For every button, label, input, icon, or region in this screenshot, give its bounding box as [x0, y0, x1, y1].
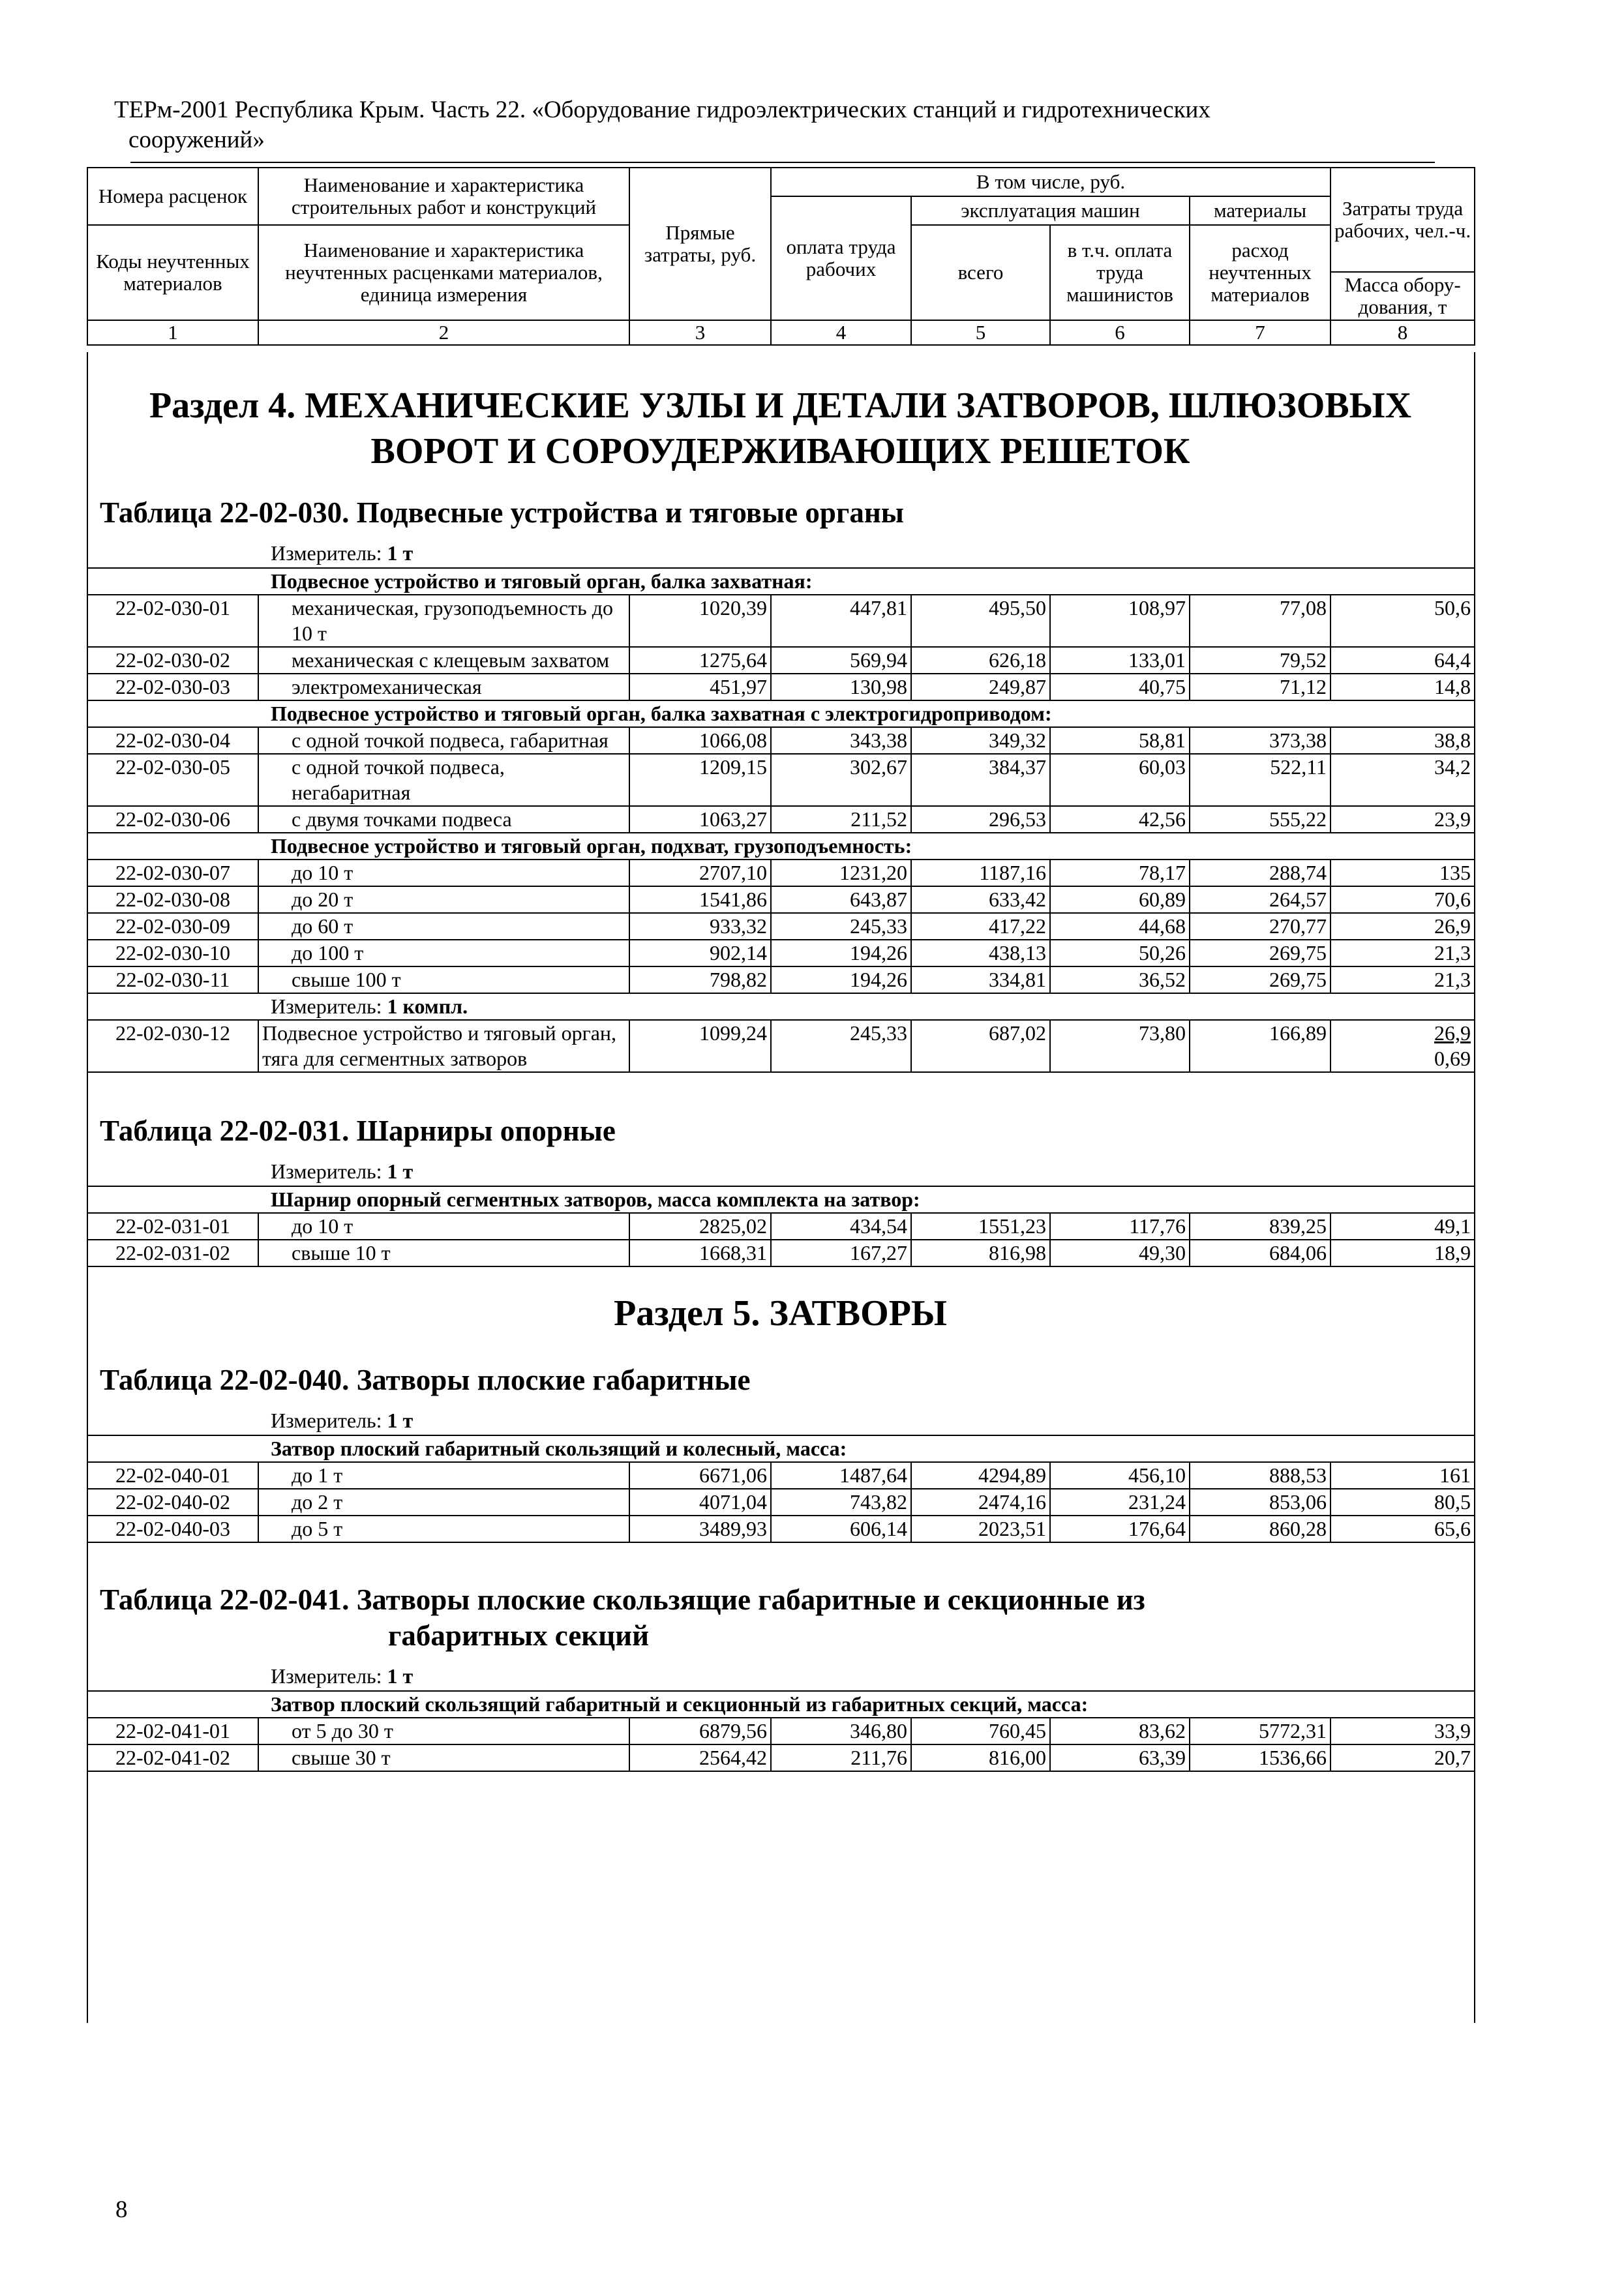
table-row: [87, 1516, 1475, 1542]
materials-cost: 373,38: [1190, 727, 1331, 754]
rate-code: 22-02-030-03: [87, 674, 258, 700]
worker-pay: 211,52: [771, 806, 911, 833]
operator-pay: 133,01: [1050, 647, 1190, 674]
worker-pay: 643,87: [771, 886, 911, 913]
materials-cost: 288,74: [1190, 860, 1331, 886]
operator-pay: 60,89: [1050, 886, 1190, 913]
table-row: [87, 754, 1475, 806]
labor-hours: 50,6: [1331, 595, 1475, 647]
table-row: [87, 647, 1475, 674]
direct-costs: 1275,64: [629, 647, 771, 674]
operator-pay: 44,68: [1050, 913, 1190, 940]
machines-total: 438,13: [911, 940, 1050, 966]
group-heading: Затвор плоский скользящий габаритный и секционный из габаритных секций, масса:: [87, 1691, 1475, 1718]
col-header-worker-pay: оплата труда рабочих: [771, 196, 911, 320]
rate-name: электромеханическая: [258, 674, 629, 700]
header-rule: [130, 162, 1435, 163]
machines-total: 384,37: [911, 754, 1050, 806]
operator-pay: 231,24: [1050, 1489, 1190, 1516]
rate-code: 22-02-030-09: [87, 913, 258, 940]
operator-pay: 58,81: [1050, 727, 1190, 754]
col-header-material-codes: Коды неучтенных материалов: [87, 225, 258, 320]
labor-hours: 70,6: [1331, 886, 1475, 913]
table-041-title-line-1: Таблица 22-02-041. Затворы плоские скользящие габаритные и секционные из: [100, 1583, 1145, 1616]
rate-name: от 5 до 30 т: [258, 1718, 629, 1744]
direct-costs: 3489,93: [629, 1516, 771, 1542]
labor-hours: 49,1: [1331, 1213, 1475, 1240]
col-header-mass: Масса обору-дования, т: [1331, 272, 1475, 320]
table-row: [87, 727, 1475, 754]
worker-pay: 130,98: [771, 674, 911, 700]
group-heading: Подвесное устройство и тяговый орган, подхват, грузоподъемность:: [87, 833, 1475, 860]
col-header-materials: материалы: [1190, 196, 1331, 225]
measure-value: 1 компл.: [387, 995, 468, 1018]
labor-hours: 18,9: [1331, 1240, 1475, 1266]
col-header-direct-costs: Прямые затраты, руб.: [629, 168, 771, 320]
measure-label: Измеритель:: [271, 1409, 387, 1432]
labor-hours: 26,9: [1434, 1021, 1471, 1045]
rate-code: 22-02-041-01: [87, 1718, 258, 1744]
column-header-table: [87, 167, 1475, 346]
worker-pay: 211,76: [771, 1744, 911, 1771]
table-row: [87, 674, 1475, 700]
direct-costs: 1099,24: [629, 1020, 771, 1072]
operator-pay: 78,17: [1050, 860, 1190, 886]
section-5-title: Раздел 5. ЗАТВОРЫ: [614, 1293, 947, 1334]
table-row: [87, 1718, 1475, 1744]
table-row: [87, 940, 1475, 966]
col-header-operator-pay: в т.ч. оплата труда машинистов: [1050, 225, 1190, 320]
table-row: [87, 886, 1475, 913]
table-040: [87, 1435, 1475, 1543]
machines-total: 4294,89: [911, 1462, 1050, 1489]
rate-name: до 1 т: [258, 1462, 629, 1489]
equipment-mass: 0,69: [1434, 1047, 1471, 1070]
table-row: [87, 1462, 1475, 1489]
rate-name: до 10 т: [258, 860, 629, 886]
col-header-material-use: расход неучтенных материалов: [1190, 225, 1331, 320]
col-header-material-name: Наименование и характеристика неучтенных расценками материалов, единица измерения: [258, 225, 629, 320]
operator-pay: 176,64: [1050, 1516, 1190, 1542]
rate-code: 22-02-030-05: [87, 754, 258, 806]
labor-hours: 21,3: [1331, 966, 1475, 993]
rate-code: 22-02-031-01: [87, 1213, 258, 1240]
worker-pay: 245,33: [771, 1020, 911, 1072]
rate-name: с одной точкой подвеса, габаритная: [258, 727, 629, 754]
measure-row: [87, 993, 1475, 1020]
col-header-including: В том числе, руб.: [771, 168, 1331, 196]
rate-code: 22-02-030-08: [87, 886, 258, 913]
rate-code: 22-02-040-02: [87, 1489, 258, 1516]
rate-name: Подвесное устройство и тяговый орган, тяга для сегментных затворов: [258, 1020, 629, 1072]
col-header-machines-total: всего: [911, 225, 1050, 320]
materials-cost: 71,12: [1190, 674, 1331, 700]
machines-total: 249,87: [911, 674, 1050, 700]
col-number: 5: [911, 320, 1050, 345]
direct-costs: 1066,08: [629, 727, 771, 754]
worker-pay: 434,54: [771, 1213, 911, 1240]
materials-cost: 839,25: [1190, 1213, 1331, 1240]
machines-total: 816,00: [911, 1744, 1050, 1771]
rate-code: 22-02-041-02: [87, 1744, 258, 1771]
operator-pay: 456,10: [1050, 1462, 1190, 1489]
labor-hours: 34,2: [1331, 754, 1475, 806]
labor-hours: 135: [1331, 860, 1475, 886]
table-row: [87, 1213, 1475, 1240]
rate-name: до 20 т: [258, 886, 629, 913]
rate-name: свыше 10 т: [258, 1240, 629, 1266]
rate-name: до 60 т: [258, 913, 629, 940]
machines-total: 1187,16: [911, 860, 1050, 886]
operator-pay: 40,75: [1050, 674, 1190, 700]
table-031: [87, 1186, 1475, 1267]
machines-total: 495,50: [911, 595, 1050, 647]
labor-hours: 23,9: [1331, 806, 1475, 833]
operator-pay: 73,80: [1050, 1020, 1190, 1072]
materials-cost: 77,08: [1190, 595, 1331, 647]
direct-costs: 2707,10: [629, 860, 771, 886]
operator-pay: 50,26: [1050, 940, 1190, 966]
direct-costs: 798,82: [629, 966, 771, 993]
direct-costs: 6879,56: [629, 1718, 771, 1744]
header-line-1: ТЕРм-2001 Республика Крым. Часть 22. «Оборудование гидроэлектрических станций и гидротехнических: [114, 97, 1210, 123]
col-header-labor: Затраты труда рабочих, чел.-ч.: [1331, 168, 1475, 272]
table-row: [87, 913, 1475, 940]
rate-code: 22-02-030-04: [87, 727, 258, 754]
measure-value: 1 т: [387, 1664, 414, 1688]
rate-name: механическая, грузоподъемность до 10 т: [258, 595, 629, 647]
materials-cost: 264,57: [1190, 886, 1331, 913]
worker-pay: 167,27: [771, 1240, 911, 1266]
machines-total: 633,42: [911, 886, 1050, 913]
col-header-machines: эксплуатация машин: [911, 196, 1190, 225]
measure-unit: [87, 539, 1474, 567]
machines-total: 760,45: [911, 1718, 1050, 1744]
rate-name: с двумя точками подвеса: [258, 806, 629, 833]
materials-cost: 522,11: [1190, 754, 1331, 806]
group-heading: Шарнир опорный сегментных затворов, масса комплекта на затвор:: [87, 1186, 1475, 1213]
labor-hours: 21,3: [1331, 940, 1475, 966]
rate-name: до 5 т: [258, 1516, 629, 1542]
measure-label: Измеритель:: [271, 1664, 387, 1688]
operator-pay: 83,62: [1050, 1718, 1190, 1744]
operator-pay: 117,76: [1050, 1213, 1190, 1240]
materials-cost: 1536,66: [1190, 1744, 1331, 1771]
measure-unit: [87, 1157, 1474, 1186]
materials-cost: 270,77: [1190, 913, 1331, 940]
machines-total: 334,81: [911, 966, 1050, 993]
rate-code: 22-02-030-02: [87, 647, 258, 674]
materials-cost: 888,53: [1190, 1462, 1331, 1489]
table-041: [87, 1690, 1475, 1772]
worker-pay: 194,26: [771, 966, 911, 993]
materials-cost: 166,89: [1190, 1020, 1331, 1072]
group-heading: Подвесное устройство и тяговый орган, балка захватная с электрогидроприводом:: [87, 700, 1475, 727]
worker-pay: 194,26: [771, 940, 911, 966]
worker-pay: 1487,64: [771, 1462, 911, 1489]
operator-pay: 42,56: [1050, 806, 1190, 833]
col-number: 7: [1190, 320, 1331, 345]
group-heading: Подвесное устройство и тяговый орган, балка захватная:: [87, 568, 1475, 595]
worker-pay: 302,67: [771, 754, 911, 806]
table-row: [87, 1020, 1475, 1072]
rate-code: 22-02-030-11: [87, 966, 258, 993]
materials-cost: 860,28: [1190, 1516, 1331, 1542]
machines-total: 417,22: [911, 913, 1050, 940]
worker-pay: 343,38: [771, 727, 911, 754]
direct-costs: 1541,86: [629, 886, 771, 913]
section-4-title: Раздел 4. МЕХАНИЧЕСКИЕ УЗЛЫ И ДЕТАЛИ ЗАТВОРОВ, ШЛЮЗОВЫХ ВОРОТ И СОРОУДЕРЖИВАЮЩИХ РЕШЕТОК: [149, 385, 1412, 471]
materials-cost: 269,75: [1190, 940, 1331, 966]
rate-code: 22-02-040-03: [87, 1516, 258, 1542]
rate-name: до 2 т: [258, 1489, 629, 1516]
measure-value: 1 т: [387, 1159, 414, 1183]
rate-code: 22-02-040-01: [87, 1462, 258, 1489]
measure-label: Измеритель:: [271, 1159, 387, 1183]
rate-name: до 10 т: [258, 1213, 629, 1240]
machines-total: 626,18: [911, 647, 1050, 674]
direct-costs: 1668,31: [629, 1240, 771, 1266]
table-031-title: Таблица 22-02-031. Шарниры опорные: [100, 1115, 616, 1147]
measure-unit: [87, 1662, 1474, 1690]
table-030: [87, 567, 1475, 1073]
measure-value: 1 т: [387, 1409, 414, 1432]
labor-hours: 38,8: [1331, 727, 1475, 754]
labor-hours: 80,5: [1331, 1489, 1475, 1516]
labor-hours: 14,8: [1331, 674, 1475, 700]
labor-hours: 33,9: [1331, 1718, 1475, 1744]
measure-label: Измеритель:: [271, 995, 387, 1018]
materials-cost: 269,75: [1190, 966, 1331, 993]
direct-costs: 1063,27: [629, 806, 771, 833]
worker-pay: 1231,20: [771, 860, 911, 886]
table-041-title: [100, 1582, 1474, 1654]
operator-pay: 36,52: [1050, 966, 1190, 993]
materials-cost: 684,06: [1190, 1240, 1331, 1266]
table-row: [87, 595, 1475, 647]
machines-total: 349,32: [911, 727, 1050, 754]
measure-value: 1 т: [387, 541, 414, 565]
col-number: 2: [258, 320, 629, 345]
labor-hours: 65,6: [1331, 1516, 1475, 1542]
table-040-title: Таблица 22-02-040. Затворы плоские габаритные: [100, 1364, 751, 1396]
operator-pay: 63,39: [1050, 1744, 1190, 1771]
direct-costs: 902,14: [629, 940, 771, 966]
direct-costs: 6671,06: [629, 1462, 771, 1489]
col-header-work-name: Наименование и характеристика строительных работ и конструкций: [258, 168, 629, 225]
col-number: 6: [1050, 320, 1190, 345]
machines-total: 1551,23: [911, 1213, 1050, 1240]
table-030-title: Таблица 22-02-030. Подвесные устройства и тяговые органы: [100, 496, 904, 529]
col-number: 8: [1331, 320, 1475, 345]
operator-pay: 49,30: [1050, 1240, 1190, 1266]
labor-and-mass: [1331, 1020, 1475, 1072]
direct-costs: 2825,02: [629, 1213, 771, 1240]
worker-pay: 743,82: [771, 1489, 911, 1516]
machines-total: 816,98: [911, 1240, 1050, 1266]
labor-hours: 20,7: [1331, 1744, 1475, 1771]
rate-code: 22-02-030-01: [87, 595, 258, 647]
table-row: [87, 966, 1475, 993]
rate-name: свыше 100 т: [258, 966, 629, 993]
direct-costs: 1020,39: [629, 595, 771, 647]
measure-label: Измеритель:: [271, 541, 387, 565]
group-heading: Затвор плоский габаритный скользящий и колесный, масса:: [87, 1435, 1475, 1462]
operator-pay: 60,03: [1050, 754, 1190, 806]
header-line-2: сооружений»: [128, 127, 265, 153]
table-row: [87, 1489, 1475, 1516]
rate-name: механическая с клещевым захватом: [258, 647, 629, 674]
rate-code: 22-02-030-06: [87, 806, 258, 833]
col-header-codes: Номера расценок: [87, 168, 258, 225]
rate-code: 22-02-030-12: [87, 1020, 258, 1072]
materials-cost: 79,52: [1190, 647, 1331, 674]
machines-total: 687,02: [911, 1020, 1050, 1072]
rate-code: 22-02-031-02: [87, 1240, 258, 1266]
direct-costs: 4071,04: [629, 1489, 771, 1516]
table-041-title-line-2: габаритных секций: [388, 1619, 650, 1652]
direct-costs: 2564,42: [629, 1744, 771, 1771]
worker-pay: 346,80: [771, 1718, 911, 1744]
rate-name: до 100 т: [258, 940, 629, 966]
rate-code: 22-02-030-07: [87, 860, 258, 886]
labor-hours: 26,9: [1331, 913, 1475, 940]
worker-pay: 569,94: [771, 647, 911, 674]
materials-cost: 5772,31: [1190, 1718, 1331, 1744]
worker-pay: 606,14: [771, 1516, 911, 1542]
direct-costs: 451,97: [629, 674, 771, 700]
document-header: [114, 95, 1451, 155]
materials-cost: 555,22: [1190, 806, 1331, 833]
measure-unit: [87, 1406, 1474, 1435]
materials-cost: 853,06: [1190, 1489, 1331, 1516]
rate-name: свыше 30 т: [258, 1744, 629, 1771]
direct-costs: 1209,15: [629, 754, 771, 806]
page-number: 8: [115, 2196, 128, 2223]
worker-pay: 447,81: [771, 595, 911, 647]
direct-costs: 933,32: [629, 913, 771, 940]
machines-total: 2474,16: [911, 1489, 1050, 1516]
table-row: [87, 860, 1475, 886]
rate-code: 22-02-030-10: [87, 940, 258, 966]
table-row: [87, 1744, 1475, 1771]
document-body: [87, 352, 1474, 1772]
col-number: 1: [87, 320, 258, 345]
table-row: [87, 806, 1475, 833]
table-row: [87, 1240, 1475, 1266]
operator-pay: 108,97: [1050, 595, 1190, 647]
machines-total: 296,53: [911, 806, 1050, 833]
rate-name: с одной точкой подвеса, негабаритная: [258, 754, 629, 806]
labor-hours: 64,4: [1331, 647, 1475, 674]
worker-pay: 245,33: [771, 913, 911, 940]
col-number: 3: [629, 320, 771, 345]
labor-hours: 161: [1331, 1462, 1475, 1489]
col-number: 4: [771, 320, 911, 345]
machines-total: 2023,51: [911, 1516, 1050, 1542]
